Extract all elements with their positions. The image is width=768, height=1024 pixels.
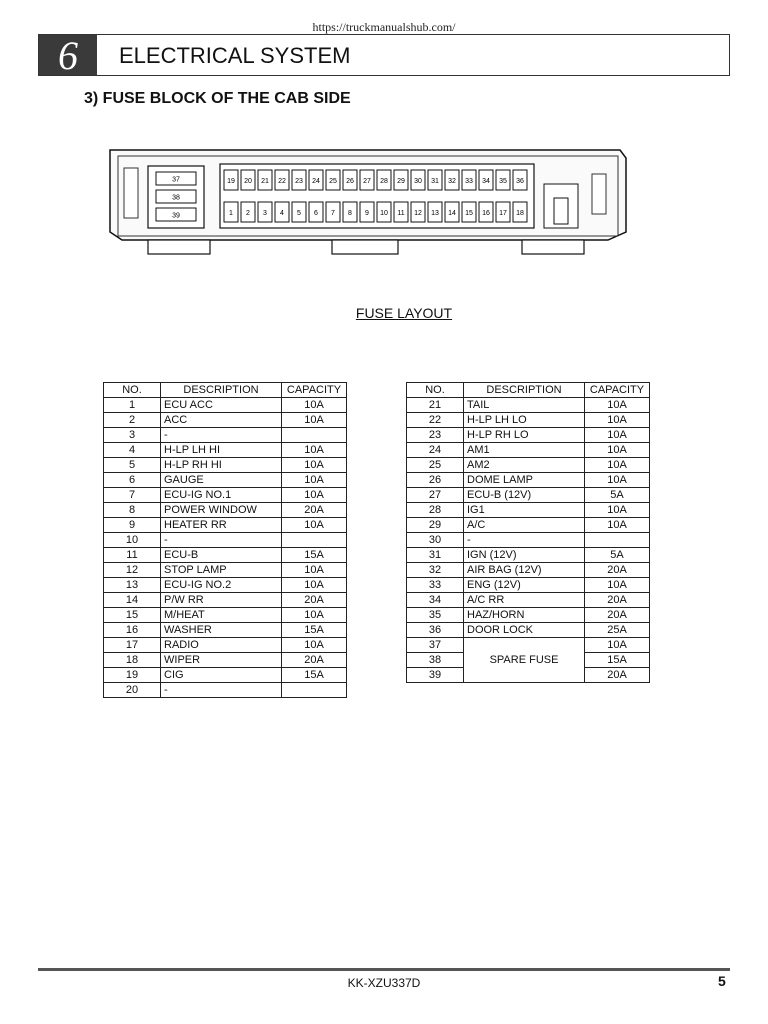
fuse-description-cell: STOP LAMP (161, 563, 282, 578)
fuse-slot-label: 31 (431, 178, 439, 185)
fuse-slot-label: 21 (261, 178, 269, 185)
fuse-slot-label: 2 (246, 210, 250, 217)
fuse-number-cell: 26 (407, 473, 464, 488)
table-row (104, 683, 347, 698)
fuse-capacity-cell: 20A (585, 593, 650, 608)
fuse-description-cell: ECU ACC (161, 398, 282, 413)
fuse-capacity-cell (585, 533, 650, 548)
right-latch-slot (554, 198, 568, 224)
table-row (104, 653, 347, 668)
table-row (407, 518, 650, 533)
fuse-capacity-cell: 10A (585, 443, 650, 458)
fuse-number-cell: 16 (104, 623, 161, 638)
fuse-table-right (406, 382, 650, 683)
source-url[interactable]: https://truckmanualshub.com/ (312, 20, 456, 34)
header-description: DESCRIPTION (464, 383, 585, 398)
fuse-capacity-cell: 20A (282, 653, 347, 668)
table-row (407, 638, 650, 653)
fuse-capacity-cell: 10A (585, 638, 650, 653)
fuse-description-cell: - (464, 533, 585, 548)
fuse-layout-title: FUSE LAYOUT (355, 305, 453, 321)
fuse-capacity-cell (282, 533, 347, 548)
fuse-number-cell: 27 (407, 488, 464, 503)
fuse-capacity-cell: 15A (282, 668, 347, 683)
fuse-number-cell: 15 (104, 608, 161, 623)
fuse-slot-label: 5 (297, 210, 301, 217)
fuse-description-cell: ECU-B (161, 548, 282, 563)
bottom-connector-left (148, 240, 210, 254)
fuse-capacity-cell: 20A (282, 503, 347, 518)
fuse-slot-label: 28 (380, 178, 388, 185)
table-header-row (407, 383, 650, 398)
fuse-number-cell: 24 (407, 443, 464, 458)
fuse-description-cell: TAIL (464, 398, 585, 413)
table-row (104, 593, 347, 608)
fuse-number-cell: 21 (407, 398, 464, 413)
fuse-capacity-cell: 15A (282, 623, 347, 638)
fuse-slot-label: 4 (280, 210, 284, 217)
fuse-number-cell: 38 (407, 653, 464, 668)
fuse-capacity-cell: 20A (585, 668, 650, 683)
table-row (104, 458, 347, 473)
fuse-capacity-cell: 10A (585, 398, 650, 413)
fuse-slot-label: 14 (448, 210, 456, 217)
fuse-capacity-cell: 20A (585, 563, 650, 578)
fuse-number-cell: 20 (104, 683, 161, 698)
fuse-description-cell: AM2 (464, 458, 585, 473)
table-row (104, 473, 347, 488)
table-row (104, 578, 347, 593)
fuse-slot-label: 27 (363, 178, 371, 185)
side-fuse-group (156, 172, 196, 221)
spare-fuse-label: SPARE FUSE (464, 638, 585, 683)
header-capacity: CAPACITY (282, 383, 347, 398)
fuse-number-cell: 29 (407, 518, 464, 533)
fuse-description-cell: AM1 (464, 443, 585, 458)
fuse-number-cell: 31 (407, 548, 464, 563)
chapter-title: ELECTRICAL SYSTEM (119, 43, 351, 68)
fuse-number-cell: 4 (104, 443, 161, 458)
fuse-slot-label: 32 (448, 178, 456, 185)
bottom-connector-right (522, 240, 584, 254)
fuse-description-cell: A/C (464, 518, 585, 533)
fuse-number-cell: 10 (104, 533, 161, 548)
fuse-capacity-cell: 10A (585, 518, 650, 533)
fuse-description-cell: IGN (12V) (464, 548, 585, 563)
table-row (407, 578, 650, 593)
fuse-number-cell: 7 (104, 488, 161, 503)
fuse-number-cell: 35 (407, 608, 464, 623)
fuse-slot-label: 18 (516, 210, 524, 217)
fuse-capacity-cell (282, 683, 347, 698)
fuse-slot-label: 29 (397, 178, 405, 185)
table-row (104, 443, 347, 458)
fuse-capacity-cell (282, 428, 347, 443)
table-row (407, 473, 650, 488)
table-row (407, 608, 650, 623)
fuse-number-cell: 11 (104, 548, 161, 563)
fuse-description-cell: ECU-IG NO.1 (161, 488, 282, 503)
fuse-capacity-cell: 10A (282, 458, 347, 473)
table-row (407, 623, 650, 638)
fuse-description-cell: DOOR LOCK (464, 623, 585, 638)
fuse-number-cell: 37 (407, 638, 464, 653)
fuse-slot-label: 34 (482, 178, 490, 185)
fuse-description-cell: HEATER RR (161, 518, 282, 533)
fuse-number-cell: 8 (104, 503, 161, 518)
fuse-slot-label: 17 (499, 210, 507, 217)
fuse-number-cell: 23 (407, 428, 464, 443)
table-row (104, 533, 347, 548)
fuse-slot-label: 25 (329, 178, 337, 185)
table-row (407, 548, 650, 563)
table-row (104, 518, 347, 533)
fuse-description-cell: A/C RR (464, 593, 585, 608)
fuse-description-cell: H-LP LH HI (161, 443, 282, 458)
fuse-slot-label: 37 (172, 176, 180, 184)
fuse-description-cell: POWER WINDOW (161, 503, 282, 518)
fuse-number-cell: 17 (104, 638, 161, 653)
fuse-capacity-cell: 10A (585, 503, 650, 518)
right-clip (592, 174, 606, 214)
fuse-description-cell: RADIO (161, 638, 282, 653)
fuse-description-cell: DOME LAMP (464, 473, 585, 488)
fuse-description-cell: HAZ/HORN (464, 608, 585, 623)
fuse-slot-label: 11 (397, 210, 405, 217)
fuse-slot-label: 33 (465, 178, 473, 185)
fuse-number-cell: 6 (104, 473, 161, 488)
fuse-number-cell: 5 (104, 458, 161, 473)
fuse-capacity-cell: 5A (585, 488, 650, 503)
fuse-number-cell: 25 (407, 458, 464, 473)
fuse-description-cell: IG1 (464, 503, 585, 518)
table-row (407, 458, 650, 473)
table-row (407, 563, 650, 578)
fuse-description-cell: WASHER (161, 623, 282, 638)
table-row (407, 398, 650, 413)
fuse-number-cell: 12 (104, 563, 161, 578)
fuse-number-cell: 33 (407, 578, 464, 593)
fuse-number-cell: 28 (407, 503, 464, 518)
fuse-slot-label: 19 (227, 178, 235, 185)
table-row (104, 428, 347, 443)
fuse-description-cell: - (161, 533, 282, 548)
fuse-slot-label: 15 (465, 210, 473, 217)
table-row (407, 503, 650, 518)
fuse-slot-label: 7 (331, 210, 335, 217)
fuse-capacity-cell: 20A (585, 608, 650, 623)
fuse-slot-label: 20 (244, 178, 252, 185)
fuse-slot-label: 30 (414, 178, 422, 185)
fuse-description-cell: H-LP LH LO (464, 413, 585, 428)
fuse-capacity-cell: 10A (282, 518, 347, 533)
fuse-table-left (103, 382, 347, 698)
left-clip (124, 168, 138, 218)
fuse-capacity-cell: 10A (282, 563, 347, 578)
fuse-capacity-cell: 10A (282, 488, 347, 503)
fuse-slot-label: 39 (172, 212, 180, 220)
fuse-number-cell: 18 (104, 653, 161, 668)
fuse-description-cell: WIPER (161, 653, 282, 668)
fuse-description-cell: AIR BAG (12V) (464, 563, 585, 578)
bottom-connector-center (332, 240, 398, 254)
fuse-description-cell: - (161, 428, 282, 443)
fuse-capacity-cell: 10A (282, 398, 347, 413)
section-title: 3) FUSE BLOCK OF THE CAB SIDE (84, 90, 351, 107)
fuse-slot-label: 6 (314, 210, 318, 217)
fuse-slot-label: 9 (365, 210, 369, 217)
document-code: KK-XZU337D (347, 976, 421, 990)
fuse-description-cell: M/HEAT (161, 608, 282, 623)
fuse-number-cell: 36 (407, 623, 464, 638)
fuse-capacity-cell: 5A (585, 548, 650, 563)
fuse-slot-label: 8 (348, 210, 352, 217)
fuse-number-cell: 39 (407, 668, 464, 683)
table-row (407, 488, 650, 503)
header-no: NO. (104, 383, 161, 398)
fuse-number-cell: 14 (104, 593, 161, 608)
fuse-description-cell: ECU-IG NO.2 (161, 578, 282, 593)
table-row (407, 533, 650, 548)
fuse-capacity-cell: 10A (585, 458, 650, 473)
fuse-slot-label: 23 (295, 178, 303, 185)
fuse-slot-label: 24 (312, 178, 320, 185)
fuse-slot-label: 38 (172, 194, 180, 202)
fuse-number-cell: 2 (104, 413, 161, 428)
header-capacity: CAPACITY (585, 383, 650, 398)
fuse-layout-heading (0, 305, 768, 321)
table-row (104, 638, 347, 653)
fuse-capacity-cell: 15A (282, 548, 347, 563)
fuse-slot-label: 12 (414, 210, 422, 217)
fuse-capacity-cell: 15A (585, 653, 650, 668)
fuse-capacity-cell: 10A (585, 578, 650, 593)
fuse-description-cell: H-LP RH HI (161, 458, 282, 473)
fuse-description-cell: ENG (12V) (464, 578, 585, 593)
fuse-capacity-cell: 25A (585, 623, 650, 638)
fuse-slot-label: 1 (229, 210, 233, 217)
fuse-number-cell: 3 (104, 428, 161, 443)
chapter-header (38, 34, 730, 76)
table-row (104, 623, 347, 638)
fuse-number-cell: 32 (407, 563, 464, 578)
fuse-number-cell: 13 (104, 578, 161, 593)
header-no: NO. (407, 383, 464, 398)
fuse-number-cell: 1 (104, 398, 161, 413)
fuse-description-cell: ECU-B (12V) (464, 488, 585, 503)
fuse-capacity-cell: 10A (282, 413, 347, 428)
fuse-slot-label: 26 (346, 178, 354, 185)
fuse-capacity-cell: 10A (282, 578, 347, 593)
fuse-block-diagram (104, 144, 628, 258)
fuse-capacity-cell: 10A (282, 608, 347, 623)
fuse-slot-label: 16 (482, 210, 490, 217)
footer-rule (38, 968, 730, 971)
fuse-slot-label: 22 (278, 178, 286, 185)
fuse-number-cell: 30 (407, 533, 464, 548)
fuse-slot-label: 10 (380, 210, 388, 217)
table-row (407, 593, 650, 608)
fuse-slot-label: 3 (263, 210, 267, 217)
table-row (407, 413, 650, 428)
table-header-row (104, 383, 347, 398)
table-row (104, 503, 347, 518)
fuse-description-cell: H-LP RH LO (464, 428, 585, 443)
fuse-slot-label: 36 (516, 178, 524, 185)
table-row (104, 668, 347, 683)
table-row (104, 608, 347, 623)
fuse-number-cell: 34 (407, 593, 464, 608)
fuse-description-cell: - (161, 683, 282, 698)
fuse-description-cell: GAUGE (161, 473, 282, 488)
fuse-capacity-cell: 10A (585, 473, 650, 488)
table-row (407, 443, 650, 458)
fuse-slot-label: 35 (499, 178, 507, 185)
table-row (104, 563, 347, 578)
fuse-capacity-cell: 10A (282, 443, 347, 458)
fuse-number-cell: 19 (104, 668, 161, 683)
fuse-capacity-cell: 10A (585, 413, 650, 428)
fuse-number-cell: 22 (407, 413, 464, 428)
fuse-description-cell: ACC (161, 413, 282, 428)
page-number: 5 (718, 973, 726, 989)
fuse-description-cell: CIG (161, 668, 282, 683)
chapter-number: 6 (39, 35, 97, 75)
table-row (104, 548, 347, 563)
table-row (407, 428, 650, 443)
table-row (104, 398, 347, 413)
fuse-description-cell: P/W RR (161, 593, 282, 608)
fuse-number-cell: 9 (104, 518, 161, 533)
fuse-capacity-cell: 10A (585, 428, 650, 443)
fuse-capacity-cell: 10A (282, 473, 347, 488)
header-description: DESCRIPTION (161, 383, 282, 398)
table-row (104, 488, 347, 503)
table-row (104, 413, 347, 428)
fuse-capacity-cell: 20A (282, 593, 347, 608)
fuse-capacity-cell: 10A (282, 638, 347, 653)
fuse-slot-label: 13 (431, 210, 439, 217)
